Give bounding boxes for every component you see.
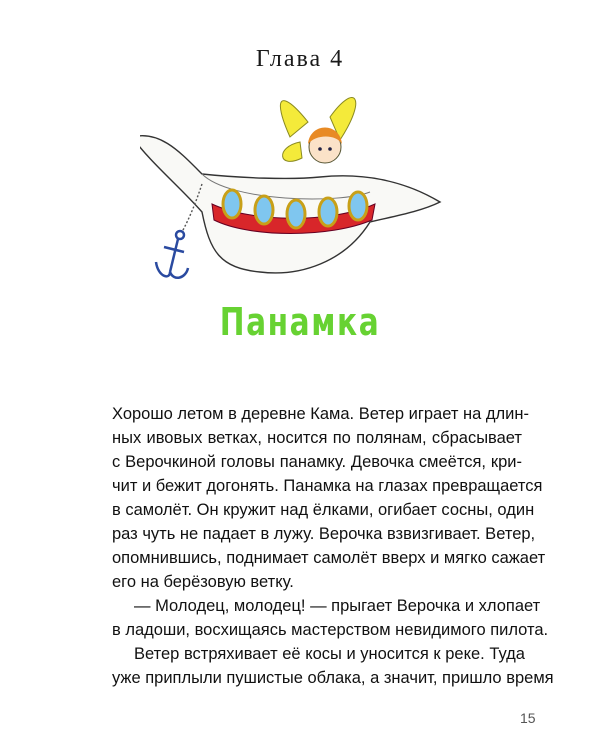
text-line: — Молодец, молодец! — прыгает Верочка и хлопает bbox=[134, 597, 541, 615]
anchor-icon bbox=[156, 231, 188, 278]
text-line: его на берёзовую ветку. bbox=[112, 573, 294, 591]
panama-hat-boat-fairy-icon bbox=[140, 92, 460, 302]
porthole bbox=[319, 198, 337, 226]
fairy-eye-right bbox=[328, 147, 332, 151]
text-line: Хорошо летом в деревне Кама. Ветер играет на длин- bbox=[112, 405, 529, 423]
porthole bbox=[255, 196, 273, 224]
text-line: чит и бежит догонять. Панамка на глазах превращается bbox=[112, 477, 543, 495]
text-line: в самолёт. Он кружит над ёлками, огибает сосны, один bbox=[112, 501, 535, 519]
chapter-title: Панамка bbox=[219, 300, 381, 344]
text-line: раз чуть не падает в лужу. Верочка взвизгивает. Ветер, bbox=[112, 525, 536, 543]
body-text bbox=[112, 402, 554, 690]
text-line: с Верочкиной головы панамку. Девочка смеётся, кри- bbox=[112, 453, 522, 471]
panama-hat-boat-illustration bbox=[140, 92, 460, 302]
text-line: Ветер встряхивает её косы и уносится к реке. Туда bbox=[134, 645, 525, 663]
text-line: уже приплыли пушистые облака, а значит, пришло время bbox=[112, 669, 554, 687]
text-line: опомнившись, поднимает самолёт вверх и мягко сажает bbox=[112, 549, 546, 567]
text-line: в ладоши, восхищаясь мастерством невидимого пилота. bbox=[112, 621, 549, 639]
porthole bbox=[287, 200, 305, 228]
fairy-eye-left bbox=[318, 147, 322, 151]
fairy-wing-left bbox=[280, 101, 308, 137]
page-number: 15 bbox=[520, 710, 536, 726]
text-line: ных ивовых ветках, носится по полянам, сбрасывает bbox=[112, 429, 522, 447]
porthole bbox=[223, 190, 241, 218]
chapter-heading: Глава 4 bbox=[255, 46, 345, 72]
porthole bbox=[349, 192, 367, 220]
fairy-wing-lower bbox=[283, 142, 302, 161]
